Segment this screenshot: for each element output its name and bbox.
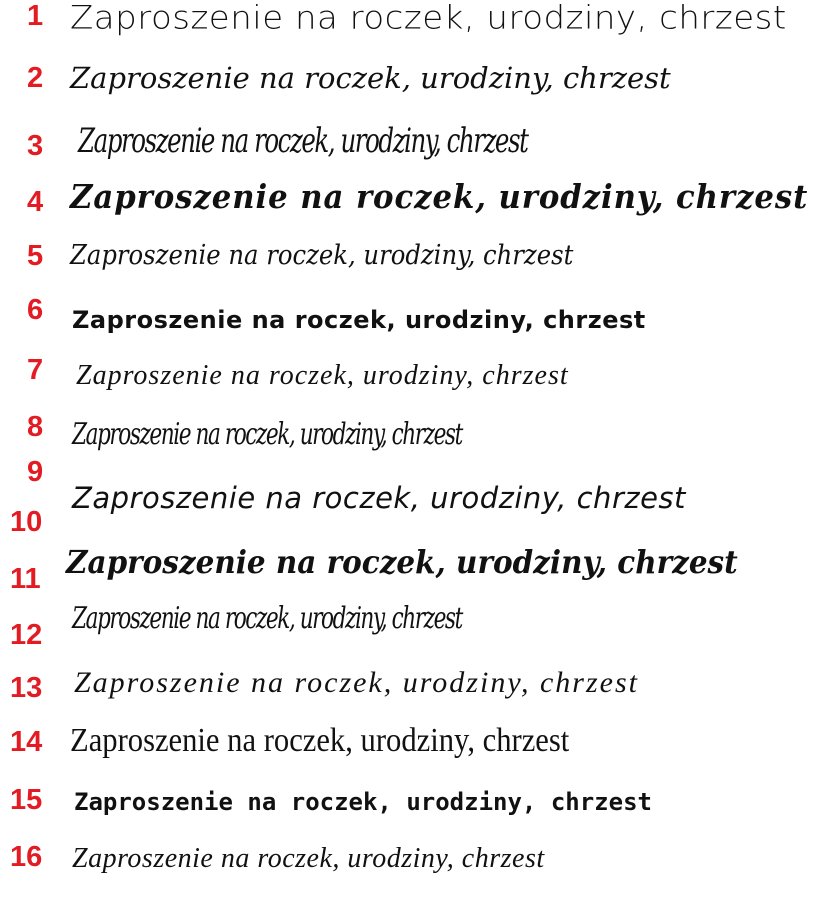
sample-number: 5 xyxy=(27,240,44,272)
font-sample-text: Zaproszenie na roczek, urodziny, chrzest xyxy=(76,360,569,391)
sample-number: 8 xyxy=(27,411,44,443)
font-sample-text: Zaproszenie na roczek, urodziny, chrzest xyxy=(66,543,738,581)
sample-number: 11 xyxy=(10,563,41,595)
font-sample-text: Zaproszenie na roczek, urodziny, chrzest xyxy=(72,306,646,334)
sample-number: 3 xyxy=(27,130,44,162)
font-sample-text: Zaproszenie na roczek, urodziny, chrzest xyxy=(74,788,652,816)
font-sample-text: Zaproszenie na roczek, urodziny, chrzest xyxy=(72,417,462,452)
font-sample-text: Zaproszenie na roczek, urodziny, chrzest xyxy=(70,0,787,38)
sample-number: 1 xyxy=(27,0,44,32)
font-sample-text: Zaproszenie na roczek, urodziny, chrzest xyxy=(78,121,528,161)
font-sample-text: Zaproszenie na roczek, urodziny, chrzest xyxy=(72,843,545,874)
sample-number: 6 xyxy=(27,294,44,326)
font-sample-text: Zaproszenie na roczek, urodziny, chrzest xyxy=(72,601,462,636)
sample-number: 12 xyxy=(10,619,43,651)
sample-number: 4 xyxy=(27,186,44,218)
sample-number: 10 xyxy=(10,506,43,538)
font-sample-text: Zaproszenie na roczek, urodziny, chrzest xyxy=(72,481,686,515)
font-sample-text: Zaproszenie na roczek, urodziny, chrzest xyxy=(74,666,639,699)
sample-number: 13 xyxy=(10,672,43,704)
sample-number: 16 xyxy=(10,841,43,873)
font-sample-text: Zaproszenie na roczek, urodziny, chrzest xyxy=(70,722,570,759)
sample-number: 14 xyxy=(10,726,43,758)
font-sample-text: Zaproszenie na roczek, urodziny, chrzest xyxy=(70,177,809,216)
font-sample-text: Zaproszenie na roczek, urodziny, chrzest xyxy=(70,61,671,95)
sample-number: 2 xyxy=(27,62,44,94)
sample-number: 7 xyxy=(27,354,44,386)
sample-number: 9 xyxy=(27,456,44,488)
font-sample-text: Zaproszenie na roczek, urodziny, chrzest xyxy=(70,240,574,271)
sample-number: 15 xyxy=(10,784,43,816)
